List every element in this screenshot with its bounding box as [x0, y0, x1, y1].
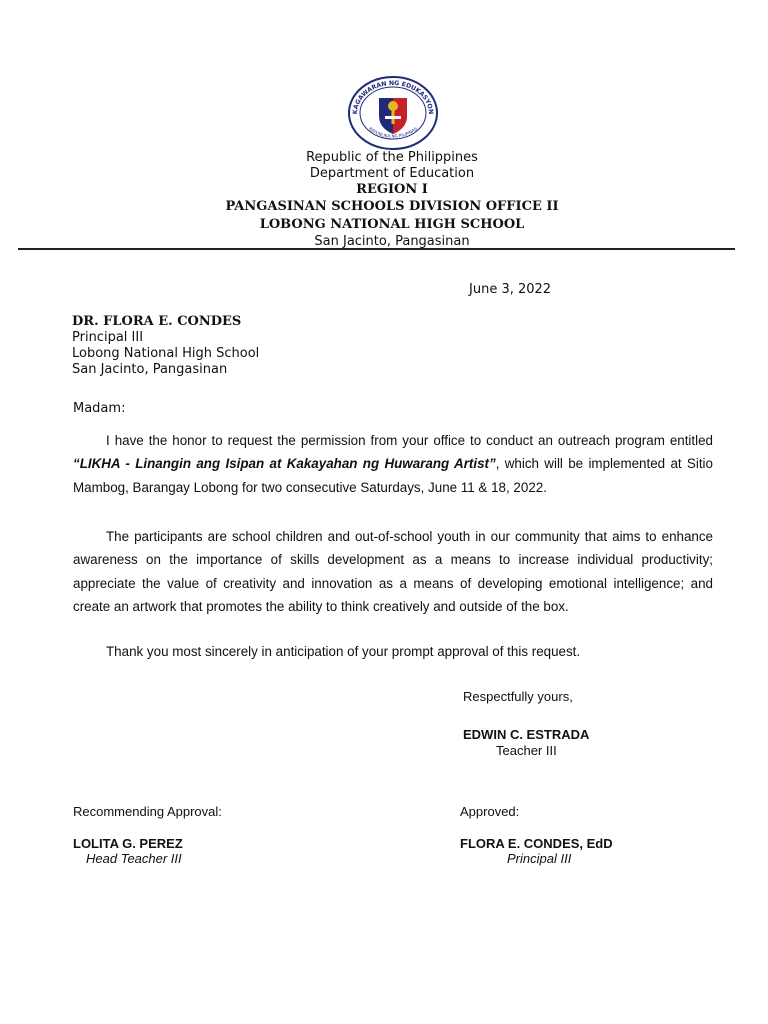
program-title: “LIKHA - Linangin ang Isipan at Kakayahan ng Huwarang Artist” — [73, 456, 496, 472]
recipient-position: Principal III — [72, 330, 144, 345]
recipient-school: Lobong National High School — [72, 346, 260, 361]
sender-position: Teacher III — [496, 743, 557, 758]
approved-label: Approved: — [460, 804, 520, 819]
complimentary-close: Respectfully yours, — [463, 689, 573, 704]
letterhead-school: LOBONG NATIONAL HIGH SCHOOL — [259, 217, 525, 232]
approver-position: Principal III — [507, 851, 572, 866]
letterhead-region: REGION I — [356, 182, 428, 197]
recipient-name: DR. FLORA E. CONDES — [72, 314, 242, 329]
recipient-address: San Jacinto, Pangasinan — [72, 362, 228, 377]
recommending-name: LOLITA G. PEREZ — [73, 836, 183, 851]
salutation: Madam: — [73, 401, 126, 416]
letterhead-division: PANGASINAN SCHOOLS DIVISION OFFICE II — [225, 199, 559, 214]
letterhead-divider — [18, 248, 735, 250]
deped-seal-logo — [347, 76, 439, 150]
seal-ring-text-top: KAGAWARAN NG EDUKASYON — [351, 79, 435, 115]
body-paragraph-2: The participants are school children and out-of-school youth in our community that aims to enhance awareness on the importance of skills development as a means to increase individual productivity; appreciate the value of creativity and innovation as a means of developing emotional intelligence; and create an artwork that promotes the ability to think creatively and outside of the box. — [73, 529, 713, 614]
letterhead-republic: Republic of the Philippines — [306, 150, 478, 165]
sender-name: EDWIN C. ESTRADA — [463, 727, 590, 742]
letterhead-address: San Jacinto, Pangasinan — [314, 234, 470, 249]
approver-name: FLORA E. CONDES, EdD — [460, 836, 613, 851]
recommending-position: Head Teacher III — [86, 851, 182, 866]
letterhead-department: Department of Education — [309, 166, 475, 181]
body-paragraph-1 — [73, 429, 713, 499]
body-p1-text-before: I have the honor to request the permission from your office to conduct an outreach program entitled — [106, 433, 713, 448]
letter-date: June 3, 2022 — [469, 282, 552, 297]
body-paragraph-3: Thank you most sincerely in anticipation of your prompt approval of this request. — [106, 644, 581, 659]
body-p1-text-after: , which will be implemented at Sitio Mambog, Barangay Lobong for two consecutive Saturdays, June 11 & 18, 2022. — [73, 456, 713, 495]
seal-ring-text-bottom: REPUBLIKA NG PILIPINAS — [368, 126, 418, 139]
recommending-approval-label: Recommending Approval: — [73, 804, 222, 819]
